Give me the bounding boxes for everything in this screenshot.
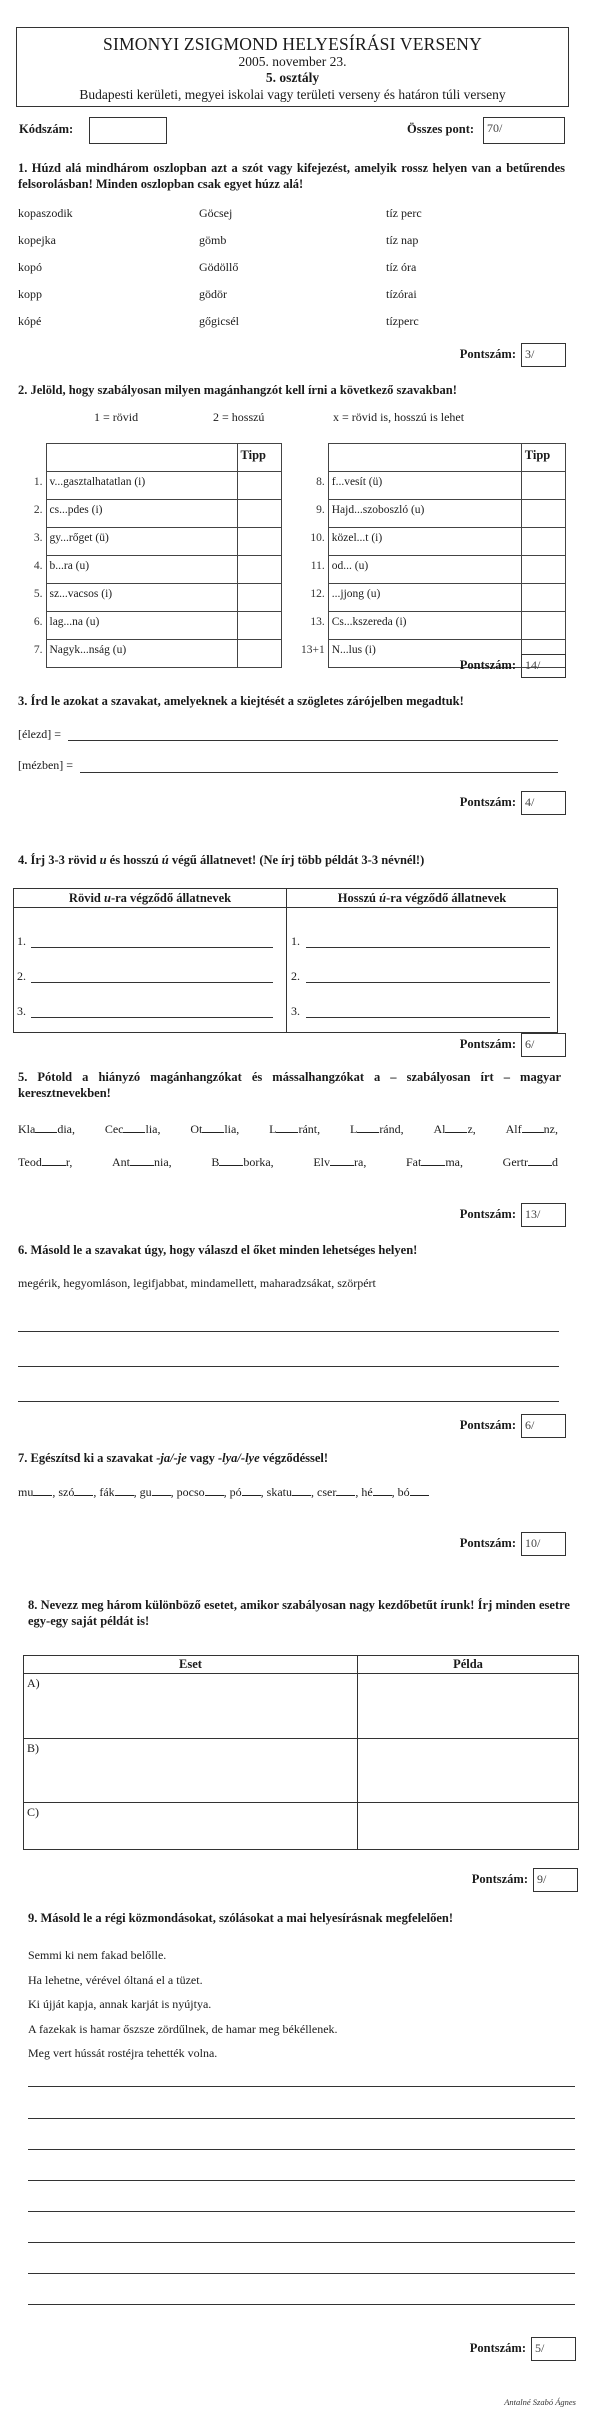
q5-name-prefix: L <box>269 1122 277 1136</box>
code-label: Kódszám: <box>19 122 74 136</box>
q9-title: 9. Másold le a régi közmondásokat, szólásokat a mai helyesírásnak megfelelően! <box>28 1911 453 1925</box>
q4-header-text: u <box>104 891 111 905</box>
q5-name-suffix: d <box>551 1155 558 1169</box>
q2-word: N...lus (i) <box>328 640 521 668</box>
separator: , <box>311 1485 318 1499</box>
q5-name-prefix: B <box>211 1155 220 1169</box>
q2-word: Hajd...szoboszló (u) <box>328 500 521 528</box>
q3-prompt-1: [élezd] = <box>18 727 62 741</box>
q9-answer-line[interactable] <box>28 2242 575 2243</box>
q5-name <box>506 1122 558 1138</box>
q4-header-short <box>14 889 286 908</box>
q4-title-text: ú <box>161 853 169 867</box>
contest-title: SIMONYI ZSIGMOND HELYESÍRÁSI VERSENY <box>103 34 482 54</box>
q1-word[interactable]: kopó <box>18 260 42 274</box>
q5-blank[interactable] <box>42 1156 66 1166</box>
q5-name-suffix: ma, <box>445 1155 463 1169</box>
q5-name-prefix: Alf <box>505 1122 522 1136</box>
q9-proverb: Ha lehetne, vérével óltaná el a tüzet. <box>28 1972 203 1987</box>
q1-word[interactable]: kopejka <box>18 233 56 247</box>
q1-word[interactable]: kopp <box>18 287 42 301</box>
q7-blank[interactable] <box>336 1486 355 1496</box>
q5-name <box>406 1155 463 1171</box>
score-label: Pontszám: <box>459 1418 516 1432</box>
q5-name-prefix: Ot <box>190 1122 203 1136</box>
q5-name-prefix: Teod <box>18 1155 42 1169</box>
q5-blank[interactable] <box>357 1123 379 1133</box>
q7-blank[interactable] <box>152 1486 171 1496</box>
item-number: 1. <box>33 475 43 488</box>
q7-title-text: -lya/-lye <box>218 1451 260 1465</box>
tipp-cell[interactable] <box>237 584 281 612</box>
q7-title-text: 7. Egészítsd ki a szavakat <box>18 1451 157 1465</box>
tipp-cell[interactable] <box>521 500 565 528</box>
separator: , <box>223 1485 230 1499</box>
q8-table <box>23 1655 579 1850</box>
q2-word: ...jjong (u) <box>328 584 521 612</box>
item-number: 8. <box>316 475 325 488</box>
q6-title: 6. Másold le a szavakat úgy, hogy válaszd el őket minden lehetséges helyen! <box>18 1243 418 1257</box>
q9-proverbs <box>28 1943 338 2066</box>
q5-name-suffix: lia, <box>145 1122 161 1136</box>
q7-word: pó <box>229 1485 242 1499</box>
q5-names-row-2 <box>18 1155 558 1171</box>
q2-word: közel...t (i) <box>328 528 521 556</box>
q5-name <box>190 1122 239 1138</box>
q7-words-row <box>18 1485 429 1500</box>
q2-legend-both: x = rövid is, hosszú is lehet <box>333 410 465 424</box>
q2-word: sz...vacsos (i) <box>46 584 237 612</box>
q5-name-prefix: Ant <box>112 1155 130 1169</box>
separator: , <box>52 1485 59 1499</box>
q4-title-text: u <box>99 853 107 867</box>
grade-label: 5. osztály <box>265 70 320 85</box>
tipp-header: Tipp <box>237 444 281 472</box>
q3-title-text: 3. Írd le azokat a szavakat, amelyeknek a kiejtését a szögletes zárójelben megadtuk! <box>18 694 464 708</box>
q5-name-suffix: ra, <box>354 1155 367 1169</box>
q7-blank[interactable] <box>242 1486 261 1496</box>
tipp-cell[interactable] <box>237 528 281 556</box>
q1-word[interactable]: kópé <box>18 314 42 328</box>
q8-example-cell[interactable] <box>358 1674 578 1739</box>
q6-score-field[interactable]: 6/ <box>521 1414 566 1438</box>
tipp-cell[interactable] <box>237 640 281 668</box>
q4-column-divider <box>286 889 287 1032</box>
q9-proverb: Meg vert hússát rostéjra tehették volna. <box>28 2046 218 2060</box>
item-number: 13+1 <box>301 643 325 656</box>
q5-blank[interactable] <box>123 1123 145 1133</box>
q1-word[interactable]: gömb <box>199 233 227 247</box>
q9-answer-line[interactable] <box>28 2118 575 2119</box>
q5-name-suffix: z, <box>467 1122 476 1136</box>
q4-right-num: 1. <box>291 934 300 948</box>
q7-word: gu <box>139 1485 152 1499</box>
q5-name <box>350 1122 404 1138</box>
q5-name-suffix: borka, <box>243 1155 274 1169</box>
q8-header-case: Eset <box>24 1656 358 1674</box>
q9-proverb: A fazekak is hamar őszsze zördűlnek, de hamar meg békéllenek. <box>28 2021 338 2036</box>
q1-column-2 <box>199 200 239 335</box>
q8-example-cell[interactable] <box>358 1803 578 1849</box>
q5-names-row-1 <box>18 1122 558 1138</box>
q5-name <box>433 1122 475 1138</box>
q5-name-suffix: lia, <box>224 1122 240 1136</box>
item-number: 6. <box>33 615 43 628</box>
q1-word[interactable]: tízórai <box>386 287 417 301</box>
q5-blank[interactable] <box>35 1123 57 1133</box>
tipp-cell[interactable] <box>521 612 565 640</box>
q5-name-suffix: ránt, <box>298 1122 321 1136</box>
q7-title-text: vagy <box>186 1451 218 1465</box>
score-label: Pontszám: <box>471 1872 528 1886</box>
q9-proverb: Ki újját kapja, annak karját is nyújtya. <box>28 1997 212 2011</box>
item-number: 10. <box>310 531 325 544</box>
q4-left-line[interactable] <box>31 947 273 948</box>
q8-example-cell[interactable] <box>358 1739 578 1803</box>
q9-answer-line[interactable] <box>28 2273 575 2274</box>
q8-title: 8. Nevezz meg három különböző esetet, amikor szabályosan nagy kezdőbetűt írunk! Írj minden esetre egy-egy saját példát is! <box>28 1598 570 1628</box>
q7-word: hé <box>361 1485 373 1499</box>
item-number: 9. <box>316 503 325 516</box>
q4-right-line[interactable] <box>306 1017 550 1018</box>
q5-score-field[interactable]: 13/ <box>521 1203 566 1227</box>
tipp-cell[interactable] <box>521 584 565 612</box>
q2-word: Nagyk...nság (u) <box>46 640 237 668</box>
q1-column-1 <box>18 200 73 335</box>
tipp-cell[interactable] <box>521 472 565 500</box>
q4-header-long <box>287 889 557 908</box>
q2-title: 2. Jelöld, hogy szabályosan milyen magánhangzót kell írni a következő szavakban! <box>18 383 457 397</box>
q1-word[interactable]: gőgicsél <box>199 314 239 328</box>
q1-column-3 <box>386 200 422 335</box>
q1-word[interactable]: tíz óra <box>386 260 417 274</box>
tipp-cell[interactable] <box>237 556 281 584</box>
q2-word: f...vesít (ü) <box>328 472 521 500</box>
tipp-header: Tipp <box>521 444 565 472</box>
q5-name <box>18 1155 72 1171</box>
q1-word[interactable]: tízperc <box>386 314 419 328</box>
score-label: Pontszám: <box>459 795 516 809</box>
q5-blank[interactable] <box>130 1156 154 1166</box>
q7-word: mu <box>18 1485 34 1499</box>
total-score-field[interactable]: 70/ <box>483 117 565 144</box>
q1-word[interactable]: Göcsej <box>199 206 233 220</box>
q5-blank[interactable] <box>202 1123 224 1133</box>
q5-name-suffix: r, <box>65 1155 73 1169</box>
q4-left-num: 1. <box>17 934 26 948</box>
q2-word: od... (u) <box>328 556 521 584</box>
q2-legend-short: 1 = rövid <box>94 410 139 424</box>
q7-score-field[interactable]: 10/ <box>521 1532 566 1556</box>
q1-word[interactable]: Gödöllő <box>199 260 239 274</box>
q5-name <box>105 1122 161 1138</box>
q9-answer-line[interactable] <box>28 2211 575 2212</box>
q5-title: 5. Pótold a hiányzó magánhangzókat és mássalhangzókat a – szabályosan írt – magyar keresztnevekben! <box>18 1070 561 1100</box>
separator: , <box>355 1485 362 1499</box>
q7-title <box>18 1450 328 1466</box>
q2-score-field[interactable]: 14/ <box>521 654 566 678</box>
q4-right-line[interactable] <box>306 947 550 948</box>
q1-title: 1. Húzd alá mindhárom oszlopban azt a szót vagy kifejezést, amelyik rossz helyen van a betűrendes felsorolásban! Minden oszlopban csak egyet húzz alá! <box>18 161 565 191</box>
q8-case-cell[interactable]: C) <box>24 1803 358 1849</box>
item-number: 3. <box>33 531 43 544</box>
q2-legend-long: 2 = hosszú <box>213 410 265 424</box>
q9-answer-line[interactable] <box>28 2086 575 2087</box>
q5-name <box>211 1155 273 1171</box>
q7-blank[interactable] <box>74 1486 93 1496</box>
q5-name <box>18 1122 75 1138</box>
score-label: Pontszám: <box>459 347 516 361</box>
q6-answer-line[interactable] <box>18 1401 559 1402</box>
tipp-cell[interactable] <box>521 528 565 556</box>
q7-blank[interactable] <box>33 1486 52 1496</box>
q8-score-field[interactable]: 9/ <box>533 1868 578 1892</box>
item-number: 12. <box>310 587 325 600</box>
q2-table-left <box>22 443 282 668</box>
q5-blank[interactable] <box>528 1156 552 1166</box>
total-score-label: Összes pont: <box>407 122 475 136</box>
q5-name <box>313 1155 366 1171</box>
q1-word[interactable]: kopaszodik <box>18 206 73 220</box>
q7-word: szó <box>58 1485 75 1499</box>
code-field[interactable] <box>89 117 167 144</box>
q2-word: gy...rőget (ü) <box>46 528 237 556</box>
q5-name-suffix: nia, <box>154 1155 172 1169</box>
separator: , <box>133 1485 140 1499</box>
q5-blank[interactable] <box>330 1156 354 1166</box>
q4-header-text: -ra végződő állatnevek <box>110 891 232 905</box>
q4-right-line[interactable] <box>306 982 550 983</box>
contest-date: 2005. november 23. <box>238 54 347 69</box>
q1-word[interactable]: tíz perc <box>386 206 422 220</box>
q4-table <box>13 888 558 1033</box>
q5-name <box>503 1155 558 1171</box>
separator: , <box>391 1485 398 1499</box>
q7-title-text: -ja/-je <box>156 1451 187 1465</box>
tipp-cell[interactable] <box>521 556 565 584</box>
q5-blank[interactable] <box>421 1156 445 1166</box>
q4-header-text: Hosszú <box>337 891 380 905</box>
q5-blank[interactable] <box>276 1123 298 1133</box>
q6-answer-line[interactable] <box>18 1366 559 1367</box>
q5-name-suffix: dia, <box>57 1122 75 1136</box>
q5-name-prefix: Kla <box>18 1122 36 1136</box>
q5-name-suffix: nz, <box>543 1122 558 1136</box>
q5-name-prefix: Elv <box>313 1155 330 1169</box>
tipp-cell[interactable] <box>237 472 281 500</box>
q4-right-num: 3. <box>291 1004 300 1018</box>
item-number: 2. <box>33 503 43 516</box>
item-number: 7. <box>33 643 43 656</box>
q8-case-cell[interactable]: A) <box>24 1674 358 1739</box>
separator: , <box>170 1485 177 1499</box>
score-label: Pontszám: <box>459 658 516 672</box>
q4-right-num: 2. <box>291 969 300 983</box>
q2-word: v...gasztalhatatlan (i) <box>46 472 237 500</box>
q8-header-example: Példa <box>358 1656 578 1674</box>
score-label: Pontszám: <box>459 1207 516 1221</box>
q9-answer-line[interactable] <box>28 2180 575 2181</box>
q7-title-text: végződéssel! <box>259 1451 329 1465</box>
q8-case-cell[interactable]: B) <box>24 1739 358 1803</box>
q2-word: lag...na (u) <box>46 612 237 640</box>
q9-answer-line[interactable] <box>28 2149 575 2150</box>
q5-name-prefix: Cec <box>104 1122 124 1136</box>
q9-proverb: Semmi ki nem fakad belőlle. <box>28 1948 167 1962</box>
item-number: 11. <box>310 559 325 572</box>
q4-header-text: -ra végződő állatnevek <box>386 891 507 905</box>
contest-subtitle: Budapesti kerületi, megyei iskolai vagy területi verseny és határon túli verseny <box>79 87 506 102</box>
q4-left-num: 3. <box>17 1004 26 1018</box>
q7-word: cser <box>317 1485 337 1499</box>
q4-header-text: Rövid <box>68 891 104 905</box>
score-label: Pontszám: <box>459 1536 516 1550</box>
q4-left-num: 2. <box>17 969 26 983</box>
item-number: 13. <box>310 615 325 628</box>
q2-word: Cs...kszereda (i) <box>328 612 521 640</box>
q7-blank[interactable] <box>410 1486 429 1496</box>
tipp-cell[interactable] <box>237 500 281 528</box>
q5-name <box>112 1155 172 1171</box>
separator: , <box>93 1485 100 1499</box>
q2-word: b...ra (u) <box>46 556 237 584</box>
q5-name-suffix: ránd, <box>379 1122 404 1136</box>
score-label: Pontszám: <box>469 2341 526 2355</box>
q4-left-line[interactable] <box>31 1017 273 1018</box>
item-number: 5. <box>33 587 43 600</box>
separator: , <box>260 1485 267 1499</box>
q5-name-prefix: Al <box>433 1122 446 1136</box>
q3-answer-line-2[interactable] <box>80 772 558 773</box>
header-box <box>16 27 569 107</box>
q3-answer-line-1[interactable] <box>68 740 558 741</box>
q7-word: fák <box>99 1485 115 1499</box>
q1-score-field[interactable]: 3/ <box>521 343 566 367</box>
q7-blank[interactable] <box>205 1486 224 1496</box>
q9-answer-line[interactable] <box>28 2304 575 2305</box>
q2-word: cs...pdes (i) <box>46 500 237 528</box>
q1-word[interactable]: tíz nap <box>386 233 419 247</box>
item-number: 4. <box>33 559 43 572</box>
q5-blank[interactable] <box>445 1123 467 1133</box>
q2-table-right <box>298 443 566 668</box>
q5-name-prefix: Fat <box>405 1155 422 1169</box>
q7-blank[interactable] <box>373 1486 392 1496</box>
author-signature: Antalné Szabó Ágnes <box>504 2397 576 2407</box>
q7-word: skatu <box>266 1485 293 1499</box>
q9-score-field[interactable]: 5/ <box>531 2337 576 2361</box>
q5-blank[interactable] <box>522 1123 544 1133</box>
q6-words: megérik, hegyomláson, legifjabbat, mindamellett, maharadzsákat, szörpért <box>18 1276 376 1290</box>
q3-score-field[interactable]: 4/ <box>521 791 566 815</box>
q4-header-text: ú <box>379 891 387 905</box>
q7-word: bó <box>397 1485 410 1499</box>
q4-title-text: 4. Írj 3-3 rövid <box>18 853 100 867</box>
q7-word: pocso <box>176 1485 205 1499</box>
q4-title-text: végű állatnevet! (Ne írj több példát 3-3 névnél!) <box>168 853 425 867</box>
q4-title <box>18 852 424 868</box>
q5-name-prefix: Gertr <box>502 1155 528 1169</box>
q6-answer-line[interactable] <box>18 1331 559 1332</box>
q7-blank[interactable] <box>115 1486 134 1496</box>
q3-title <box>18 693 464 709</box>
q5-name-prefix: L <box>349 1122 358 1136</box>
q5-blank[interactable] <box>219 1156 243 1166</box>
q7-blank[interactable] <box>292 1486 311 1496</box>
score-label: Pontszám: <box>459 1037 516 1051</box>
tipp-cell[interactable] <box>237 612 281 640</box>
q1-word[interactable]: gödör <box>199 287 227 301</box>
q5-name <box>269 1122 320 1138</box>
q4-left-line[interactable] <box>31 982 273 983</box>
q4-title-text: és hosszú <box>106 853 162 867</box>
q4-score-field[interactable]: 6/ <box>521 1033 566 1057</box>
q3-prompt-2: [mézben] = <box>18 758 74 772</box>
